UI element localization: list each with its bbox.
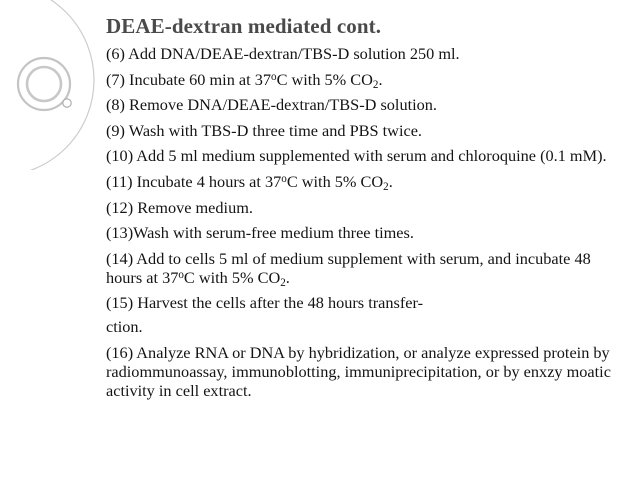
step-text: C with 5% CO	[183, 267, 281, 287]
step-text: (10) Add 5 ml medium supplemented with serum and chloroquine (0.1 mM).	[106, 146, 607, 166]
step-text: .	[285, 267, 290, 287]
step-text: (6) Add DNA/DEAE-dextran/TBS-D solution 250 ml.	[106, 44, 460, 63]
step-text: C with 5% CO	[276, 69, 373, 89]
protocol-step	[106, 44, 628, 63]
protocol-step	[106, 95, 628, 114]
step-text: .	[388, 171, 393, 191]
protocol-step	[106, 70, 628, 89]
protocol-step	[106, 317, 628, 336]
superscript: o	[178, 268, 184, 281]
step-text: (16) Analyze RNA or DNA by hybridization, or analyze expressed protein by radiommunoassay, immunoblotting, immuniprecipitation, or by enxzy moatic activity in cell extract.	[106, 342, 611, 400]
subscript: 2	[383, 180, 389, 193]
protocol-step	[106, 223, 628, 242]
step-text: (13)Wash with serum-free medium three times.	[106, 223, 414, 243]
protocol-step	[106, 198, 628, 217]
step-text: (9) Wash with TBS-D three time and PBS twice.	[106, 120, 422, 140]
protocol-step	[106, 293, 628, 312]
protocol-step	[106, 172, 628, 191]
step-text: C with 5% CO	[286, 171, 384, 191]
step-text: (11) Incubate 4 hours at 37	[106, 171, 282, 191]
superscript: o	[281, 172, 287, 185]
step-text: (14) Add to cells 5 ml of medium supplement with serum, and incubate 48 hours at 37	[106, 248, 591, 287]
inner-ring	[27, 67, 61, 101]
protocol-step	[106, 343, 628, 400]
subscript: 2	[372, 78, 379, 91]
protocol-step	[106, 146, 628, 165]
protocol-steps-list	[106, 44, 628, 406]
superscript: o	[271, 70, 277, 83]
outer-arc	[0, 0, 94, 170]
protocol-step	[106, 121, 628, 140]
protocol-step	[106, 249, 628, 287]
step-text: (12) Remove medium.	[106, 197, 253, 217]
step-text: (15) Harvest the cells after the 48 hours transfer-	[106, 293, 424, 313]
step-text: (7) Incubate 60 min at 37	[106, 69, 272, 89]
subscript: 2	[280, 276, 286, 289]
step-text: ction.	[106, 316, 143, 336]
step-text: (8) Remove DNA/DEAE-dextran/TBS-D solution.	[106, 95, 437, 115]
small-dot	[63, 99, 71, 107]
slide-title: DEAE-dextran mediated cont.	[106, 14, 382, 38]
step-text: .	[378, 69, 383, 89]
